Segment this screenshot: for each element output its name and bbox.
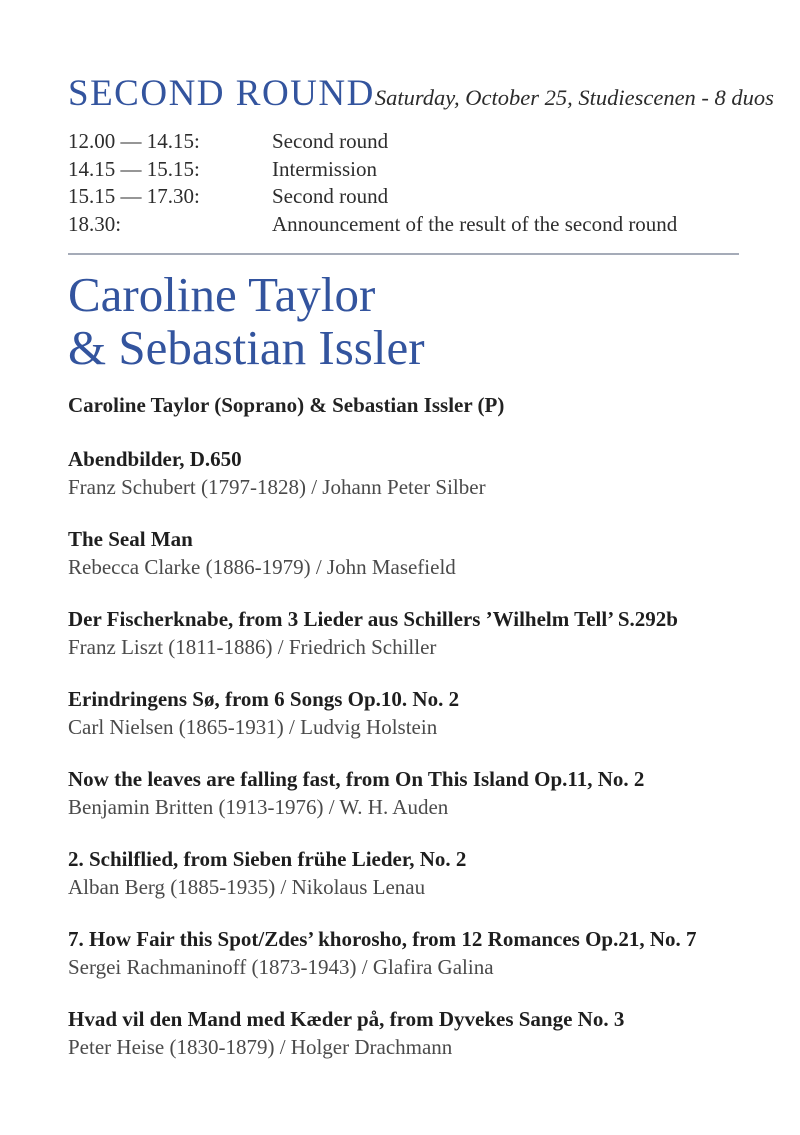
piece-title: 2. Schilflied, from Sieben frühe Lieder, No. 2 bbox=[68, 847, 467, 871]
schedule-time: 15.15 — 17.30: bbox=[68, 184, 200, 208]
piece-credit: Alban Berg (1885-1935) / Nikolaus Lenau bbox=[68, 874, 426, 899]
piece-title: Der Fischerknabe, from 3 Lieder aus Schillers ’Wilhelm Tell’ S.292b bbox=[68, 607, 678, 631]
program-entry bbox=[68, 1006, 739, 1061]
program-list bbox=[68, 446, 739, 1061]
round-header bbox=[68, 73, 774, 114]
piece-credit: Benjamin Britten (1913-1976) / W. H. Auden bbox=[68, 794, 449, 819]
schedule-time: 12.00 — 14.15: bbox=[68, 129, 200, 153]
schedule-row bbox=[68, 156, 739, 184]
schedule-row bbox=[68, 211, 739, 239]
piece-title: Now the leaves are falling fast, from On This Island Op.11, No. 2 bbox=[68, 767, 645, 791]
piece-title: 7. How Fair this Spot/Zdes’ khorosho, from 12 Romances Op.21, No. 7 bbox=[68, 927, 697, 951]
section-divider bbox=[68, 253, 739, 255]
program-entry bbox=[68, 606, 739, 661]
piece-credit: Sergei Rachmaninoff (1873-1943) / Glafira Galina bbox=[68, 954, 494, 979]
program-entry bbox=[68, 526, 739, 581]
schedule-row bbox=[68, 183, 739, 211]
piece-title: Hvad vil den Mand med Kæder på, from Dyvekes Sange No. 3 bbox=[68, 1007, 625, 1031]
piece-credit: Carl Nielsen (1865-1931) / Ludvig Holstein bbox=[68, 714, 438, 739]
duo-name-line2: & Sebastian Issler bbox=[68, 320, 425, 375]
piece-credit: Franz Schubert (1797-1828) / Johann Peter Silber bbox=[68, 474, 486, 499]
program-entry bbox=[68, 926, 739, 981]
schedule-table bbox=[68, 128, 739, 238]
program-entry bbox=[68, 686, 739, 741]
schedule-event: Second round bbox=[272, 184, 389, 208]
piece-credit: Rebecca Clarke (1886-1979) / John Masefield bbox=[68, 554, 456, 579]
piece-title: The Seal Man bbox=[68, 527, 193, 551]
duo-name-line1: Caroline Taylor bbox=[68, 267, 376, 322]
program-entry bbox=[68, 446, 739, 501]
piece-credit: Franz Liszt (1811-1886) / Friedrich Schiller bbox=[68, 634, 437, 659]
piece-credit: Peter Heise (1830-1879) / Holger Drachmann bbox=[68, 1034, 453, 1059]
schedule-event: Announcement of the result of the second round bbox=[272, 211, 678, 236]
round-subtitle: Saturday, October 25, Studiescenen - 8 duos bbox=[374, 85, 774, 110]
schedule-time: 14.15 — 15.15: bbox=[68, 156, 200, 181]
program-entry bbox=[68, 766, 739, 821]
schedule-time: 18.30: bbox=[68, 211, 122, 236]
schedule-event: Second round bbox=[272, 129, 389, 153]
schedule-event: Intermission bbox=[272, 156, 377, 181]
duo-title bbox=[68, 268, 739, 374]
round-title: SECOND ROUND bbox=[68, 73, 375, 114]
schedule-row bbox=[68, 128, 739, 156]
piece-title: Erindringens Sø, from 6 Songs Op.10. No. 2 bbox=[68, 687, 460, 711]
program-entry bbox=[68, 846, 739, 901]
piece-title: Abendbilder, D.650 bbox=[68, 447, 242, 471]
performers-line: Caroline Taylor (Soprano) & Sebastian Issler (P) bbox=[68, 393, 505, 417]
